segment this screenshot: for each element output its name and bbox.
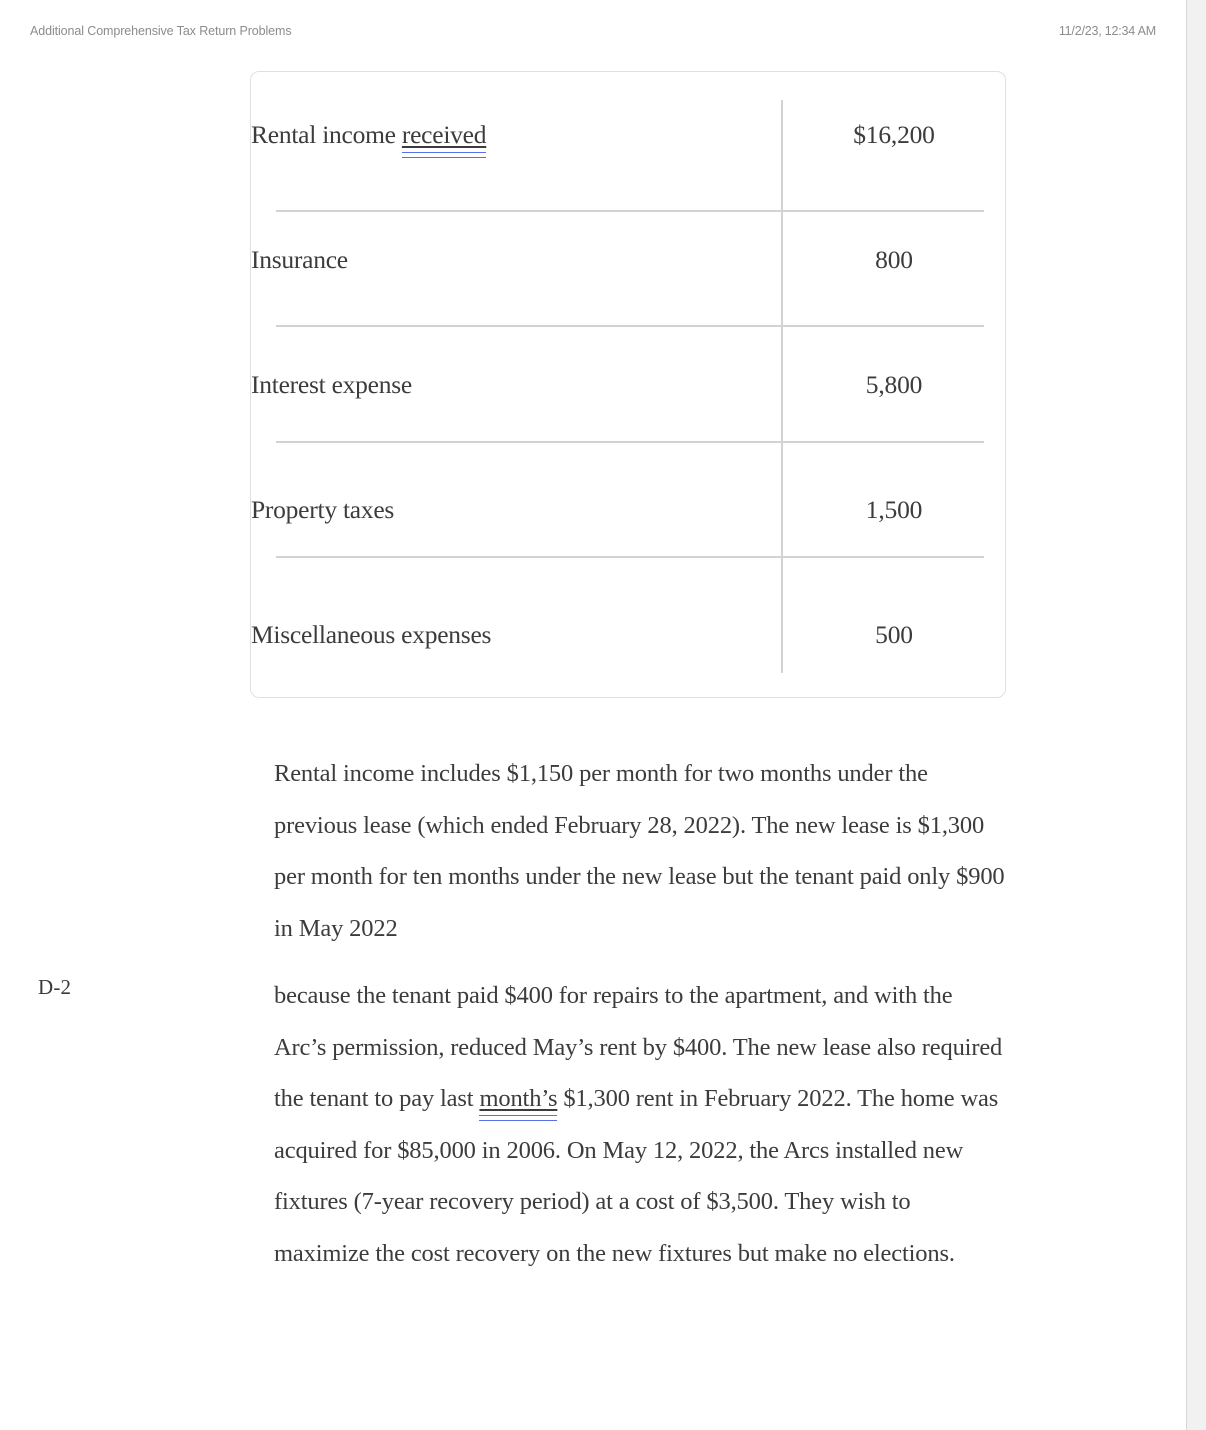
print-header-timestamp: 11/2/23, 12:34 AM — [1058, 24, 1156, 38]
table-cell-label — [251, 72, 783, 197]
table-cell-value: 800 — [783, 197, 1005, 322]
financial-table-card — [250, 71, 1006, 698]
table-cell-value: $16,200 — [853, 119, 935, 149]
paragraph-2-before: because the tenant paid $400 for repairs to the apartment, and with the Arc’s permission, reduced May’s rent by $400. The new lease also required the tenant to pay last — [274, 982, 1003, 1112]
table-row — [251, 447, 1005, 572]
table-row-divider — [276, 441, 984, 443]
financial-table — [251, 72, 1005, 697]
table-cell-value: 1,500 — [783, 447, 1005, 572]
table-row-divider — [276, 325, 984, 327]
table-cell-label: Interest expense — [251, 322, 783, 447]
table-row-divider — [276, 556, 984, 558]
table-cell-label: Miscellaneous expenses — [251, 572, 783, 697]
table-row — [251, 72, 1005, 197]
label-text-before: Rental income — [251, 119, 402, 149]
vertical-scrollbar[interactable] — [1186, 0, 1206, 1430]
grammar-flagged-word[interactable]: received — [401, 119, 487, 149]
table-row — [251, 197, 1005, 322]
table-cell-value: 500 — [783, 572, 1005, 697]
table-cell-value: 5,800 — [783, 322, 1005, 447]
page-label: D-2 — [38, 975, 72, 999]
body-text — [274, 748, 1009, 1279]
table-column-divider — [781, 100, 783, 673]
paragraph-2-after: $1,300 rent in February 2022. The home was acquired for $85,000 in 2006. On May 12, 2022, the Arcs installed new fixtures (7-year recovery period) at a cost of $3,500. They wish to maximize the cost recovery on the new fixtures but make no elections. — [274, 1085, 999, 1267]
table-row — [251, 572, 1005, 697]
table-cell-label: Property taxes — [251, 447, 783, 572]
table-row — [251, 322, 1005, 447]
paragraph-2 — [274, 970, 1009, 1279]
table-row-divider — [276, 210, 984, 212]
grammar-flagged-word[interactable]: month’s — [479, 1085, 558, 1112]
table-cell-label: Insurance — [251, 197, 783, 322]
paragraph-1: Rental income includes $1,150 per month for two months under the previous lease (which ended February 28, 2022). The new lease is $1,300 per month for ten months under the new lease but the tenant paid only $900 in May 2022 — [274, 760, 1005, 942]
print-header-title: Additional Comprehensive Tax Return Problems — [30, 24, 292, 38]
print-header — [0, 22, 1186, 40]
